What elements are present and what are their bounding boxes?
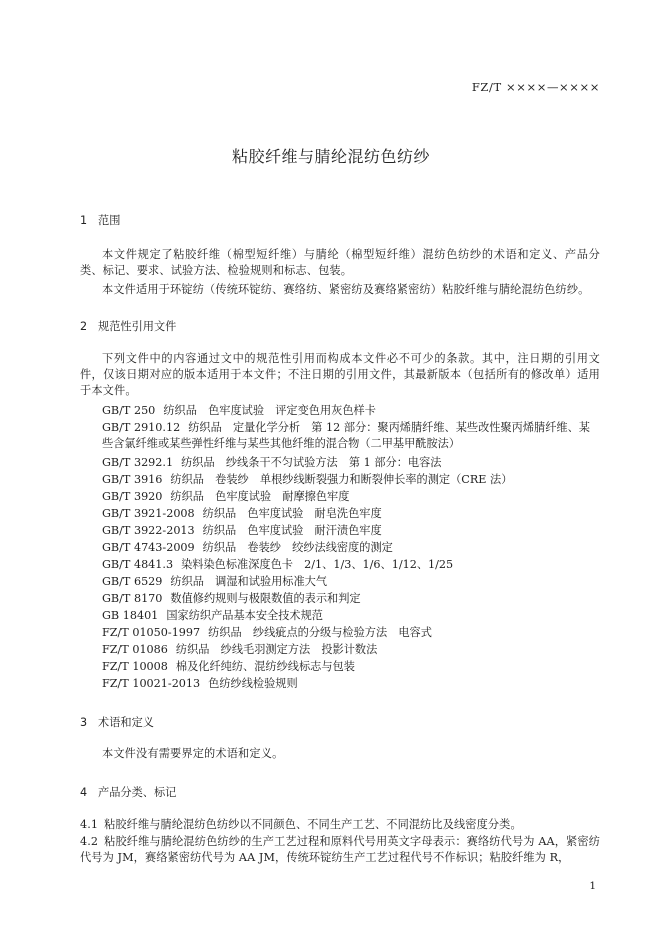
reference-code: FZ/T 10021-2013 bbox=[102, 677, 201, 690]
section-title: 产品分类、标记 bbox=[98, 786, 177, 799]
reference-code: GB 18401 bbox=[102, 609, 159, 622]
reference-title: 纺织品 卷装纱 绞纱法线密度的测定 bbox=[202, 541, 393, 554]
reference-title: 染料染色标准深度色卡 2/1、1/3、1/6、1/12、1/25 bbox=[181, 558, 454, 571]
section-2-heading bbox=[80, 318, 176, 334]
clause-text: 粘胶纤维与腈纶混纺色纺纱以不同颜色、不同生产工艺、不同混纺比及线密度分类。 bbox=[104, 818, 522, 831]
terms-paragraph: 本文件没有需要界定的术语和定义。 bbox=[102, 747, 284, 760]
clause-text: 粘胶纤维与腈纶混纺色纺纱的生产工艺过程和原料代号用英文字母表示：赛络纺代号为 AA，紧密纺代号为 JM，赛络紧密纺代号为 AA JM，传统环锭纺生产工艺过程代号不作标识；粘胶纤维为 R， bbox=[80, 835, 600, 864]
document-title: 粘胶纤维与腈纶混纺色纺纱 bbox=[231, 147, 430, 166]
reference-title: 纺织品 调湿和试验用标准大气 bbox=[170, 575, 328, 588]
reference-code: GB/T 4841.3 bbox=[102, 558, 174, 571]
reference-item bbox=[80, 420, 600, 452]
clause-number: 4.1 bbox=[80, 818, 99, 831]
reference-code: GB/T 3916 bbox=[102, 473, 163, 486]
standard-code: FZ/T ××××—×××× bbox=[471, 80, 600, 94]
section-title: 术语和定义 bbox=[98, 716, 154, 729]
reference-title: 纺织品 色牢度试验 耐皂洗色牢度 bbox=[202, 507, 382, 520]
reference-title: 数值修约规则与极限数值的表示和判定 bbox=[170, 592, 361, 605]
normative-intro: 下列文件中的内容通过文中的规范性引用而构成本文件必不可少的条款。其中，注日期的引用文件，仅该日期对应的版本适用于本文件；不注日期的引用文件，其最新版本（包括所有的修改单）适用于本文件。 bbox=[80, 352, 600, 397]
section-1-heading bbox=[80, 212, 120, 228]
reference-code: GB/T 6529 bbox=[102, 575, 163, 588]
scope-paragraph-1: 本文件规定了粘胶纤维（棉型短纤维）与腈纶（棉型短纤维）混纺色纺纱的术语和定义、产品分类、标记、要求、试验方法、检验规则和标志、包装。 bbox=[80, 248, 600, 277]
reference-item bbox=[80, 472, 600, 488]
clause-4-2 bbox=[80, 834, 600, 866]
section-4-heading bbox=[80, 784, 176, 800]
reference-code: GB/T 3292.1 bbox=[102, 456, 174, 469]
reference-item bbox=[80, 659, 600, 675]
reference-item bbox=[80, 506, 600, 522]
reference-code: FZ/T 01086 bbox=[102, 643, 168, 656]
reference-title: 纺织品 纱线条干不匀试验方法 第 1 部分：电容法 bbox=[181, 456, 442, 469]
reference-title: 色纺纱线检验规则 bbox=[208, 677, 298, 690]
reference-code: GB/T 4743-2009 bbox=[102, 541, 195, 554]
section-number: 1 bbox=[80, 214, 88, 227]
reference-item bbox=[80, 591, 600, 607]
reference-code: GB/T 250 bbox=[102, 404, 156, 417]
section-title: 范围 bbox=[98, 214, 121, 227]
reference-item bbox=[80, 625, 600, 641]
reference-item bbox=[80, 523, 600, 539]
reference-item bbox=[80, 642, 600, 658]
reference-item bbox=[80, 489, 600, 505]
reference-title: 纺织品 定量化学分析 第 12 部分：聚丙烯腈纤维、某些改性聚丙烯腈纤维、某些含氯纤维或某些弹性纤维与某些其他纤维的混合物（二甲基甲酰胺法） bbox=[102, 421, 590, 450]
clause-number: 4.2 bbox=[80, 835, 99, 848]
reference-code: GB/T 3922-2013 bbox=[102, 524, 195, 537]
section-title: 规范性引用文件 bbox=[98, 320, 177, 333]
reference-code: GB/T 3920 bbox=[102, 490, 163, 503]
reference-item bbox=[80, 540, 600, 556]
reference-code: GB/T 8170 bbox=[102, 592, 163, 605]
reference-title: 纺织品 纱线毛羽测定方法 投影计数法 bbox=[175, 643, 378, 656]
reference-title: 纺织品 卷装纱 单根纱线断裂强力和断裂伸长率的测定（CRE 法） bbox=[170, 473, 513, 486]
section-number: 2 bbox=[80, 320, 88, 333]
reference-code: FZ/T 01050-1997 bbox=[102, 626, 201, 639]
reference-item bbox=[80, 574, 600, 590]
section-number: 3 bbox=[80, 716, 88, 729]
scope-paragraph-2: 本文件适用于环锭纺（传统环锭纺、赛络纺、紧密纺及赛络紧密纺）粘胶纤维与腈纶混纺色纺纱。 bbox=[102, 283, 590, 296]
reference-title: 纺织品 色牢度试验 耐摩擦色牢度 bbox=[170, 490, 350, 503]
reference-title: 纺织品 色牢度试验 耐汗渍色牢度 bbox=[202, 524, 382, 537]
reference-title: 纺织品 色牢度试验 评定变色用灰色样卡 bbox=[163, 404, 376, 417]
reference-title: 纺织品 纱线疵点的分级与检验方法 电容式 bbox=[208, 626, 432, 639]
page-number: 1 bbox=[589, 880, 596, 892]
reference-title: 棉及化纤纯纺、混纺纱线标志与包装 bbox=[175, 660, 355, 673]
reference-item bbox=[80, 676, 600, 692]
reference-item bbox=[80, 455, 600, 471]
reference-code: FZ/T 10008 bbox=[102, 660, 168, 673]
reference-code: GB/T 2910.12 bbox=[102, 421, 181, 434]
reference-item bbox=[80, 403, 600, 419]
reference-item bbox=[80, 608, 600, 624]
reference-item bbox=[80, 557, 600, 573]
section-number: 4 bbox=[80, 786, 88, 799]
section-3-heading bbox=[80, 714, 154, 730]
clause-4-1 bbox=[80, 817, 600, 833]
reference-code: GB/T 3921-2008 bbox=[102, 507, 195, 520]
reference-title: 国家纺织产品基本安全技术规范 bbox=[166, 609, 323, 622]
